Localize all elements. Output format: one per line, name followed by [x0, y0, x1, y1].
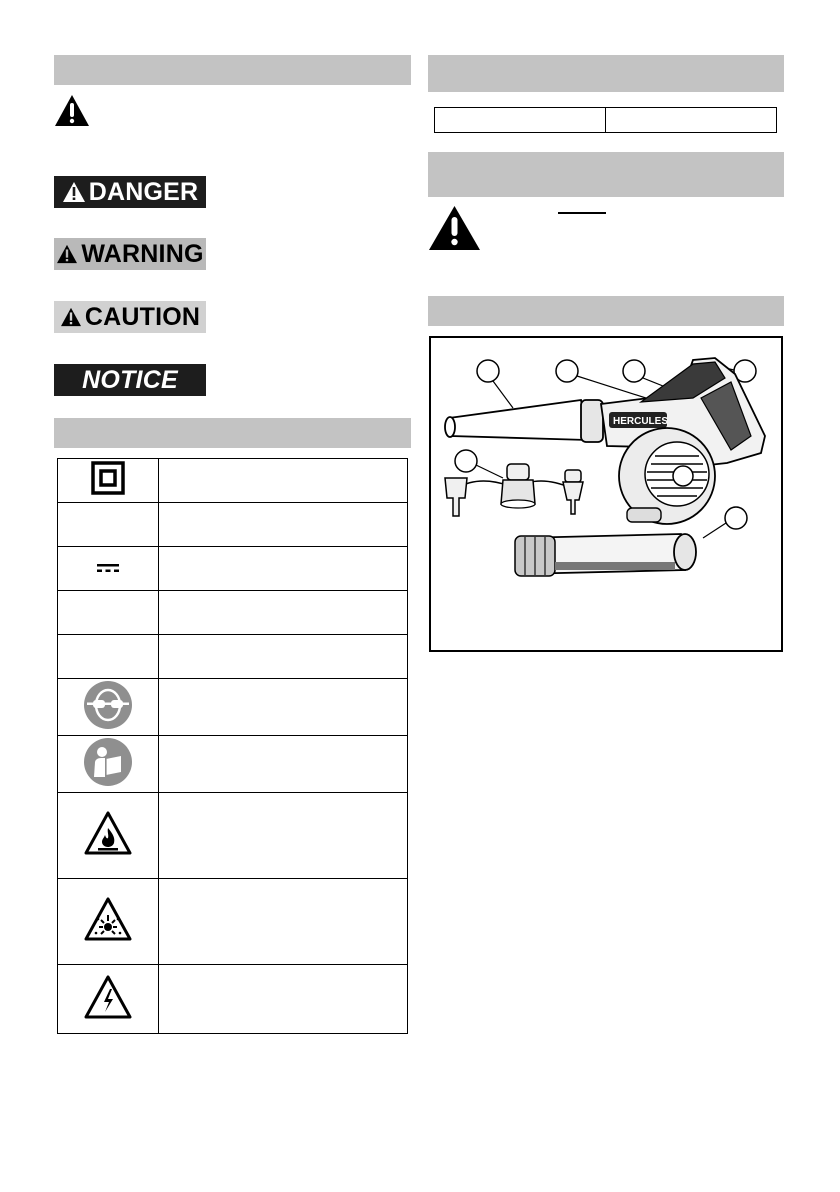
- brand-logo-text: HERCULES: [613, 416, 669, 427]
- symbols-section-header: [54, 418, 411, 448]
- table-row: [58, 591, 408, 635]
- description-cell: [158, 879, 407, 965]
- danger-label: DANGER: [88, 177, 199, 206]
- read-manual-icon: [83, 737, 133, 787]
- emphasis-underline: [558, 212, 606, 214]
- symbol-cell: [58, 503, 159, 547]
- warning-signal: [54, 238, 206, 270]
- danger-signal: [54, 176, 206, 208]
- warning-alert-icon: [428, 205, 481, 251]
- spec-cell: [606, 108, 776, 132]
- description-cell: [158, 679, 407, 736]
- safety-alert-icon: [54, 94, 90, 127]
- description-cell: [158, 547, 407, 591]
- eye-protection-icon: [83, 680, 133, 730]
- symbol-cell: [58, 547, 159, 591]
- product-figure: [429, 336, 783, 652]
- symbol-cell: [58, 879, 159, 965]
- table-row: [58, 965, 408, 1034]
- notice-signal: [54, 364, 206, 396]
- spec-cell: [435, 108, 606, 132]
- blower-illustration: [431, 338, 781, 650]
- symbols-table: [57, 458, 408, 1034]
- caution-signal: [54, 301, 206, 333]
- callout-1: [477, 360, 513, 408]
- callout-5: [455, 450, 503, 478]
- table-row: [58, 879, 408, 965]
- components-section-header: [428, 296, 784, 326]
- symbol-cell: [58, 635, 159, 679]
- alert-triangle-icon: [60, 307, 82, 327]
- table-row: [58, 679, 408, 736]
- callout-6: [703, 507, 747, 538]
- specifications-section-header: [428, 55, 784, 92]
- caution-label: CAUTION: [84, 302, 201, 331]
- fire-hazard-icon: [84, 811, 132, 855]
- callout-3: [623, 360, 663, 386]
- description-cell: [158, 635, 407, 679]
- electric-shock-icon: [84, 975, 132, 1019]
- symbol-cell: [58, 736, 159, 793]
- description-cell: [158, 459, 407, 503]
- description-cell: [158, 736, 407, 793]
- symbol-cell: [58, 591, 159, 635]
- description-cell: [158, 591, 407, 635]
- symbol-cell: [58, 965, 159, 1034]
- double-insulation-icon: [91, 461, 125, 495]
- description-cell: [158, 965, 407, 1034]
- safety-section-header: [54, 55, 411, 85]
- blower-body: [601, 358, 765, 524]
- table-row: [58, 459, 408, 503]
- description-cell: [158, 503, 407, 547]
- direct-current-icon: [97, 563, 119, 573]
- symbol-cell: [58, 793, 159, 879]
- explosion-hazard-icon: [84, 897, 132, 941]
- extension-tube: [515, 534, 696, 576]
- description-cell: [158, 793, 407, 879]
- table-row: [58, 635, 408, 679]
- alert-triangle-icon: [56, 244, 78, 264]
- table-row: [58, 736, 408, 793]
- notice-label: NOTICE: [82, 365, 178, 394]
- table-row: [58, 793, 408, 879]
- table-row: [58, 547, 408, 591]
- symbol-cell: [58, 679, 159, 736]
- table-row: [58, 503, 408, 547]
- specifications-table: [434, 107, 777, 133]
- warning-label: WARNING: [81, 239, 204, 268]
- warning-section-header: [428, 152, 784, 197]
- blower-nozzle: [445, 400, 603, 442]
- symbol-cell: [58, 459, 159, 503]
- alert-triangle-icon: [62, 181, 86, 203]
